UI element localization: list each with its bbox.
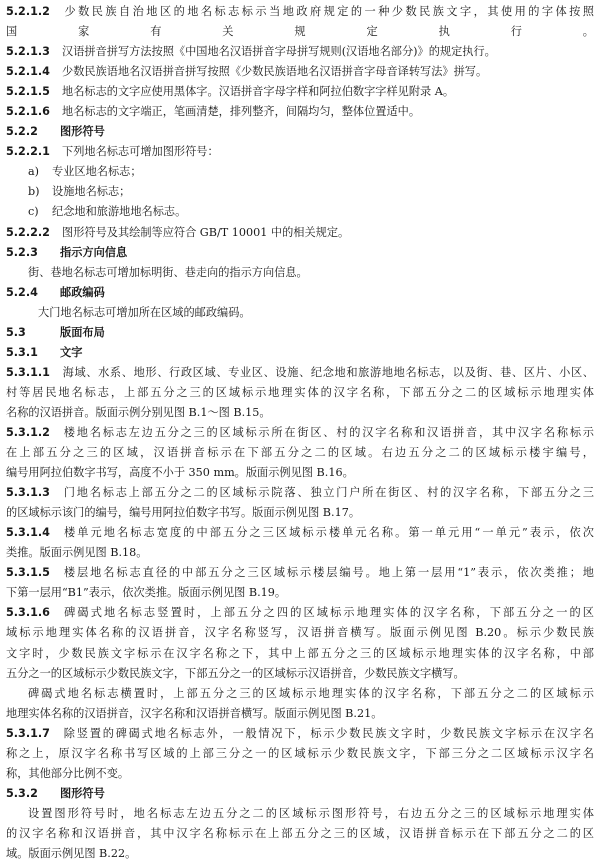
line-text: 地名标志的文字端正，笔画清楚，排列整齐，间隔均匀，整体位置适中。 [62,105,421,119]
paragraph-line [6,463,594,483]
paragraph-line [6,22,594,42]
line-text: 图形符号及其绘制等应符合 GB/T 10001 中的相关规定。 [62,225,350,239]
list-marker: a) [28,165,40,179]
clause-line [6,363,594,383]
line-text: 文字 [60,345,83,359]
line-text: 版面布局 [60,325,105,339]
section-number: 5.3 [6,325,26,339]
clause-line [6,42,594,62]
line-text: 域。版面示例见图 B.22。 [6,846,137,860]
line-text: 纪念地和旅游地地名标志。 [52,205,187,219]
section-number: 5.2.2.1 [6,145,50,159]
paragraph-line [6,623,594,643]
section-number: 5.3.1.4 [6,526,50,540]
line-text: 下列地名标志可增加图形符号： [62,145,219,159]
clause-line [6,563,594,583]
clause-line [6,523,594,543]
section-number: 5.2.2 [6,125,38,139]
paragraph-line [6,764,594,784]
clause-line [6,223,594,243]
line-text: 地理实体名称的汉语拼音，汉字名称和汉语拼音横写。版面示例见图 B.21。 [6,706,383,720]
list-marker: b) [28,185,40,199]
line-text: 图形符号 [60,786,105,800]
paragraph-line [6,804,594,824]
paragraph-line [6,704,594,724]
section-heading [6,784,594,804]
line-text: 指示方向信息 [60,245,128,259]
paragraph-line [6,443,594,463]
line-text: 汉语拼音拼写方法按照《中国地名汉语拼音字母拼写规则(汉语地名部分)》的规定执行。 [62,45,496,59]
clause-line [6,142,594,162]
section-number: 5.3.1.5 [6,566,50,580]
section-number: 5.3.1.2 [6,425,50,439]
paragraph-line [6,664,594,684]
line-text: 少数民族自治地区的地名标志标示当地政府规定的一种少数民族文字，其使用的字体按照 [62,5,594,18]
line-text: 除竖置的碑碣式地名标志外，一般情况下，标示少数民族文字时，少数民族文字标示在汉字名 [62,726,594,740]
paragraph-line [6,263,594,283]
line-text: 碑碣式地名标志竖置时，上部五分之四的区域标示地理实体的汉字名称，下部五分之一的区 [62,606,594,620]
paragraph-line [6,303,594,323]
section-number: 5.3.1.7 [6,726,50,740]
section-number: 5.2.1.4 [6,65,50,79]
paragraph-line [6,684,594,704]
section-number: 5.2.3 [6,245,38,259]
line-text: 五分之一的区域标示少数民族文字，下部五分之一的区域标示汉语拼音，少数民族文字横写。 [6,666,465,680]
section-number: 5.2.1.2 [6,5,50,18]
line-text: 碑碣式地名标志横置时，上部五分之三的区域标示地理实体的汉字名称，下部五分之二的区域标示 [28,686,594,700]
paragraph-line [6,403,594,423]
paragraph-line [6,744,594,764]
line-text: 少数民族语地名汉语拼音拼写按照《少数民族语地名汉语拼音字母音译转写法》拼写。 [62,65,488,79]
paragraph-line [6,644,594,664]
line-text: 文字时，少数民族文字标示在汉字名称之下，其中上部五分之三的区域标示地理实体的汉字名称，中部 [6,646,594,660]
line-text: 楼地名标志左边五分之三的区域标示所在街区、村的汉字名称和汉语拼音，其中汉字名称标示 [62,425,594,439]
line-text: 称之上，原汉字名称书写区域的上部三分之一的区域标示少数民族文字，下部三分之二区域标示汉字名 [6,746,594,760]
line-text: 邮政编码 [60,285,105,299]
line-text: 设施地名标志； [52,185,131,199]
line-text: 专业区地名标志； [52,165,142,179]
line-text: 名称的汉语拼音。版面示例分别见图 B.1～图 B.15。 [6,405,271,419]
line-text: 楼层地名标志直径的中部五分之三区域标示楼层编号。地上第一层用“1”表示，依次类推；地 [62,566,594,580]
section-number: 5.2.4 [6,285,38,299]
list-item [6,162,594,182]
clause-line [6,724,594,744]
line-text: 域标示地理实体名称的汉语拼音，汉字名称竖写，汉语拼音横写。版面示例见图 B.20。标示少数民族 [6,626,594,640]
line-text: 门地名标志上部五分之二的区域标示院落、独立门户所在街区、村的汉字名称，下部五分之三 [62,486,594,500]
paragraph-line [6,543,594,563]
paragraph-line [6,383,594,403]
list-item [6,202,594,222]
section-number: 5.3.1.1 [6,365,50,379]
clause-line [6,62,594,82]
line-text: 在上部五分之三的区域，汉语拼音标示在下部五分之二的区域。右边五分之二的区域标示楼宇编号， [6,446,594,460]
section-heading [6,243,594,263]
paragraph-line [6,824,594,844]
line-text: 街、巷地名标志可增加标明街、巷走向的指示方向信息。 [28,265,308,279]
line-text: 图形符号 [60,125,105,139]
section-heading [6,323,594,343]
line-text: 称，其他部分比例不变。 [6,766,130,780]
section-number: 5.3.2 [6,786,38,800]
line-text: 的汉字名称和汉语拼音，其中汉字名称标示在上部五分之三的区域，汉语拼音标示在下部五分之二的区 [6,826,594,840]
list-marker: c) [28,205,39,219]
line-text: 设置图形符号时，地名标志左边五分之二的区域标示图形符号，右边五分之三的区域标示地理实体 [28,806,594,820]
section-number: 5.2.2.2 [6,225,50,239]
line-text: 下第一层用“B1”表示，依次类推。版面示例见图 B.19。 [6,586,287,600]
list-item [6,182,594,202]
line-text: 地名标志的文字应使用黑体字。汉语拼音字母字样和阿拉伯数字字样见附录 A。 [62,85,455,99]
paragraph-line [6,503,594,523]
line-text: 编号用阿拉伯数字书写，高度不小于 350 mm。版面示例见图 B.16。 [6,466,354,480]
clause-line [6,603,594,623]
line-text: 海域、水系、地形、行政区域、专业区、设施、纪念地和旅游地地名标志，以及街、巷、区片、小区、 [62,365,594,379]
section-number: 5.2.1.5 [6,85,50,99]
section-number: 5.3.1.6 [6,606,50,620]
line-text: 楼单元地名标志宽度的中部五分之三区域标示楼单元名称。第一单元用“一单元”表示，依次 [62,526,594,540]
section-heading [6,122,594,142]
line-text: 村等居民地名标志，上部五分之三的区域标示地理实体的汉字名称，下部五分之二的区域标示地理实体 [6,385,594,399]
line-text: 国家有关规定执行。 [6,25,594,39]
section-number: 5.2.1.6 [6,105,50,119]
section-number: 5.2.1.3 [6,45,50,59]
line-text: 大门地名标志可增加所在区域的邮政编码。 [38,305,251,319]
clause-line [6,2,594,22]
section-heading [6,343,594,363]
line-text: 的区域标示该门的编号，编号用阿拉伯数字书写。版面示例见图 B.17。 [6,506,361,520]
clause-line [6,102,594,122]
paragraph-line [6,844,594,864]
clause-line [6,82,594,102]
paragraph-line [6,583,594,603]
section-number: 5.3.1 [6,345,38,359]
clause-line [6,423,594,443]
clause-line [6,483,594,503]
section-heading [6,283,594,303]
line-text: 类推。版面示例见图 B.18。 [6,546,148,560]
section-number: 5.3.1.3 [6,486,50,500]
